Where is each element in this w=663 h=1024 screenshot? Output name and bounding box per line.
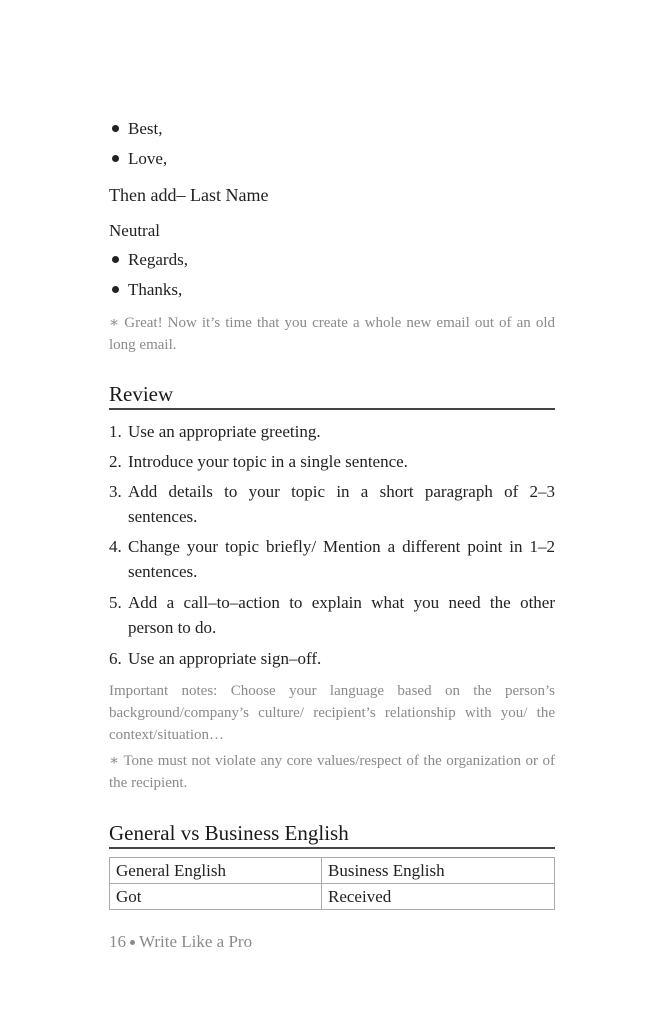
- page-footer: [109, 931, 252, 953]
- book-title: Write Like a Pro: [139, 932, 253, 951]
- review-step: [109, 479, 555, 529]
- review-step: [109, 419, 555, 444]
- step-text: Add a call–to–action to explain what you need the other person to do.: [128, 593, 555, 637]
- review-step: [109, 449, 555, 474]
- bullet-icon: [112, 256, 119, 263]
- great-note: ∗ Great! Now it’s time that you create a whole new email out of an old long email.: [109, 315, 555, 353]
- tone-note: ∗ Tone must not violate any core values/respect of the organization or of the recipient.: [109, 753, 555, 791]
- step-number: 1.: [109, 422, 122, 441]
- important-note: Important notes: Choose your language based on the person’s background/company’s culture/ recipient’s relationship with you/ the context/situation…: [109, 683, 555, 743]
- review-step: [109, 534, 555, 584]
- page-number: 16: [109, 932, 126, 951]
- step-number: 4.: [109, 537, 122, 556]
- then-add-text: Then add– Last Name: [109, 185, 269, 205]
- step-number: 5.: [109, 593, 122, 612]
- list-item: [109, 280, 182, 300]
- table-cell: Got: [110, 884, 322, 910]
- step-number: 3.: [109, 482, 122, 501]
- step-number: 2.: [109, 452, 122, 471]
- step-text: Introduce your topic in a single sentence.: [128, 452, 408, 471]
- step-number: 6.: [109, 649, 122, 668]
- review-step: [109, 646, 555, 671]
- comparison-table: [109, 857, 555, 910]
- table-cell: Received: [322, 884, 555, 910]
- list-item-text: Regards,: [128, 250, 188, 269]
- step-text: Use an appropriate greeting.: [128, 422, 321, 441]
- review-step: [109, 590, 555, 640]
- bullet-icon: [112, 155, 119, 162]
- list-item-text: Love,: [128, 149, 168, 168]
- column-header: Business English: [322, 858, 555, 884]
- separator-dot-icon: [130, 940, 135, 945]
- table-row: [110, 884, 555, 910]
- list-item-text: Best,: [128, 119, 163, 138]
- comparison-heading: General vs Business English: [109, 820, 555, 849]
- bullet-icon: [112, 286, 119, 293]
- neutral-heading: Neutral: [109, 221, 160, 240]
- bullet-icon: [112, 125, 119, 132]
- list-item: [109, 250, 188, 270]
- list-item: [109, 119, 162, 139]
- table-header-row: [110, 858, 555, 884]
- list-item: [109, 149, 167, 169]
- step-text: Use an appropriate sign–off.: [128, 649, 322, 668]
- step-text: Add details to your topic in a short paragraph of 2–3 sentences.: [128, 482, 555, 526]
- column-header: General English: [110, 858, 322, 884]
- step-text: Change your topic briefly/ Mention a different point in 1–2 sentences.: [128, 537, 555, 581]
- review-heading: Review: [109, 381, 555, 410]
- list-item-text: Thanks,: [128, 280, 183, 299]
